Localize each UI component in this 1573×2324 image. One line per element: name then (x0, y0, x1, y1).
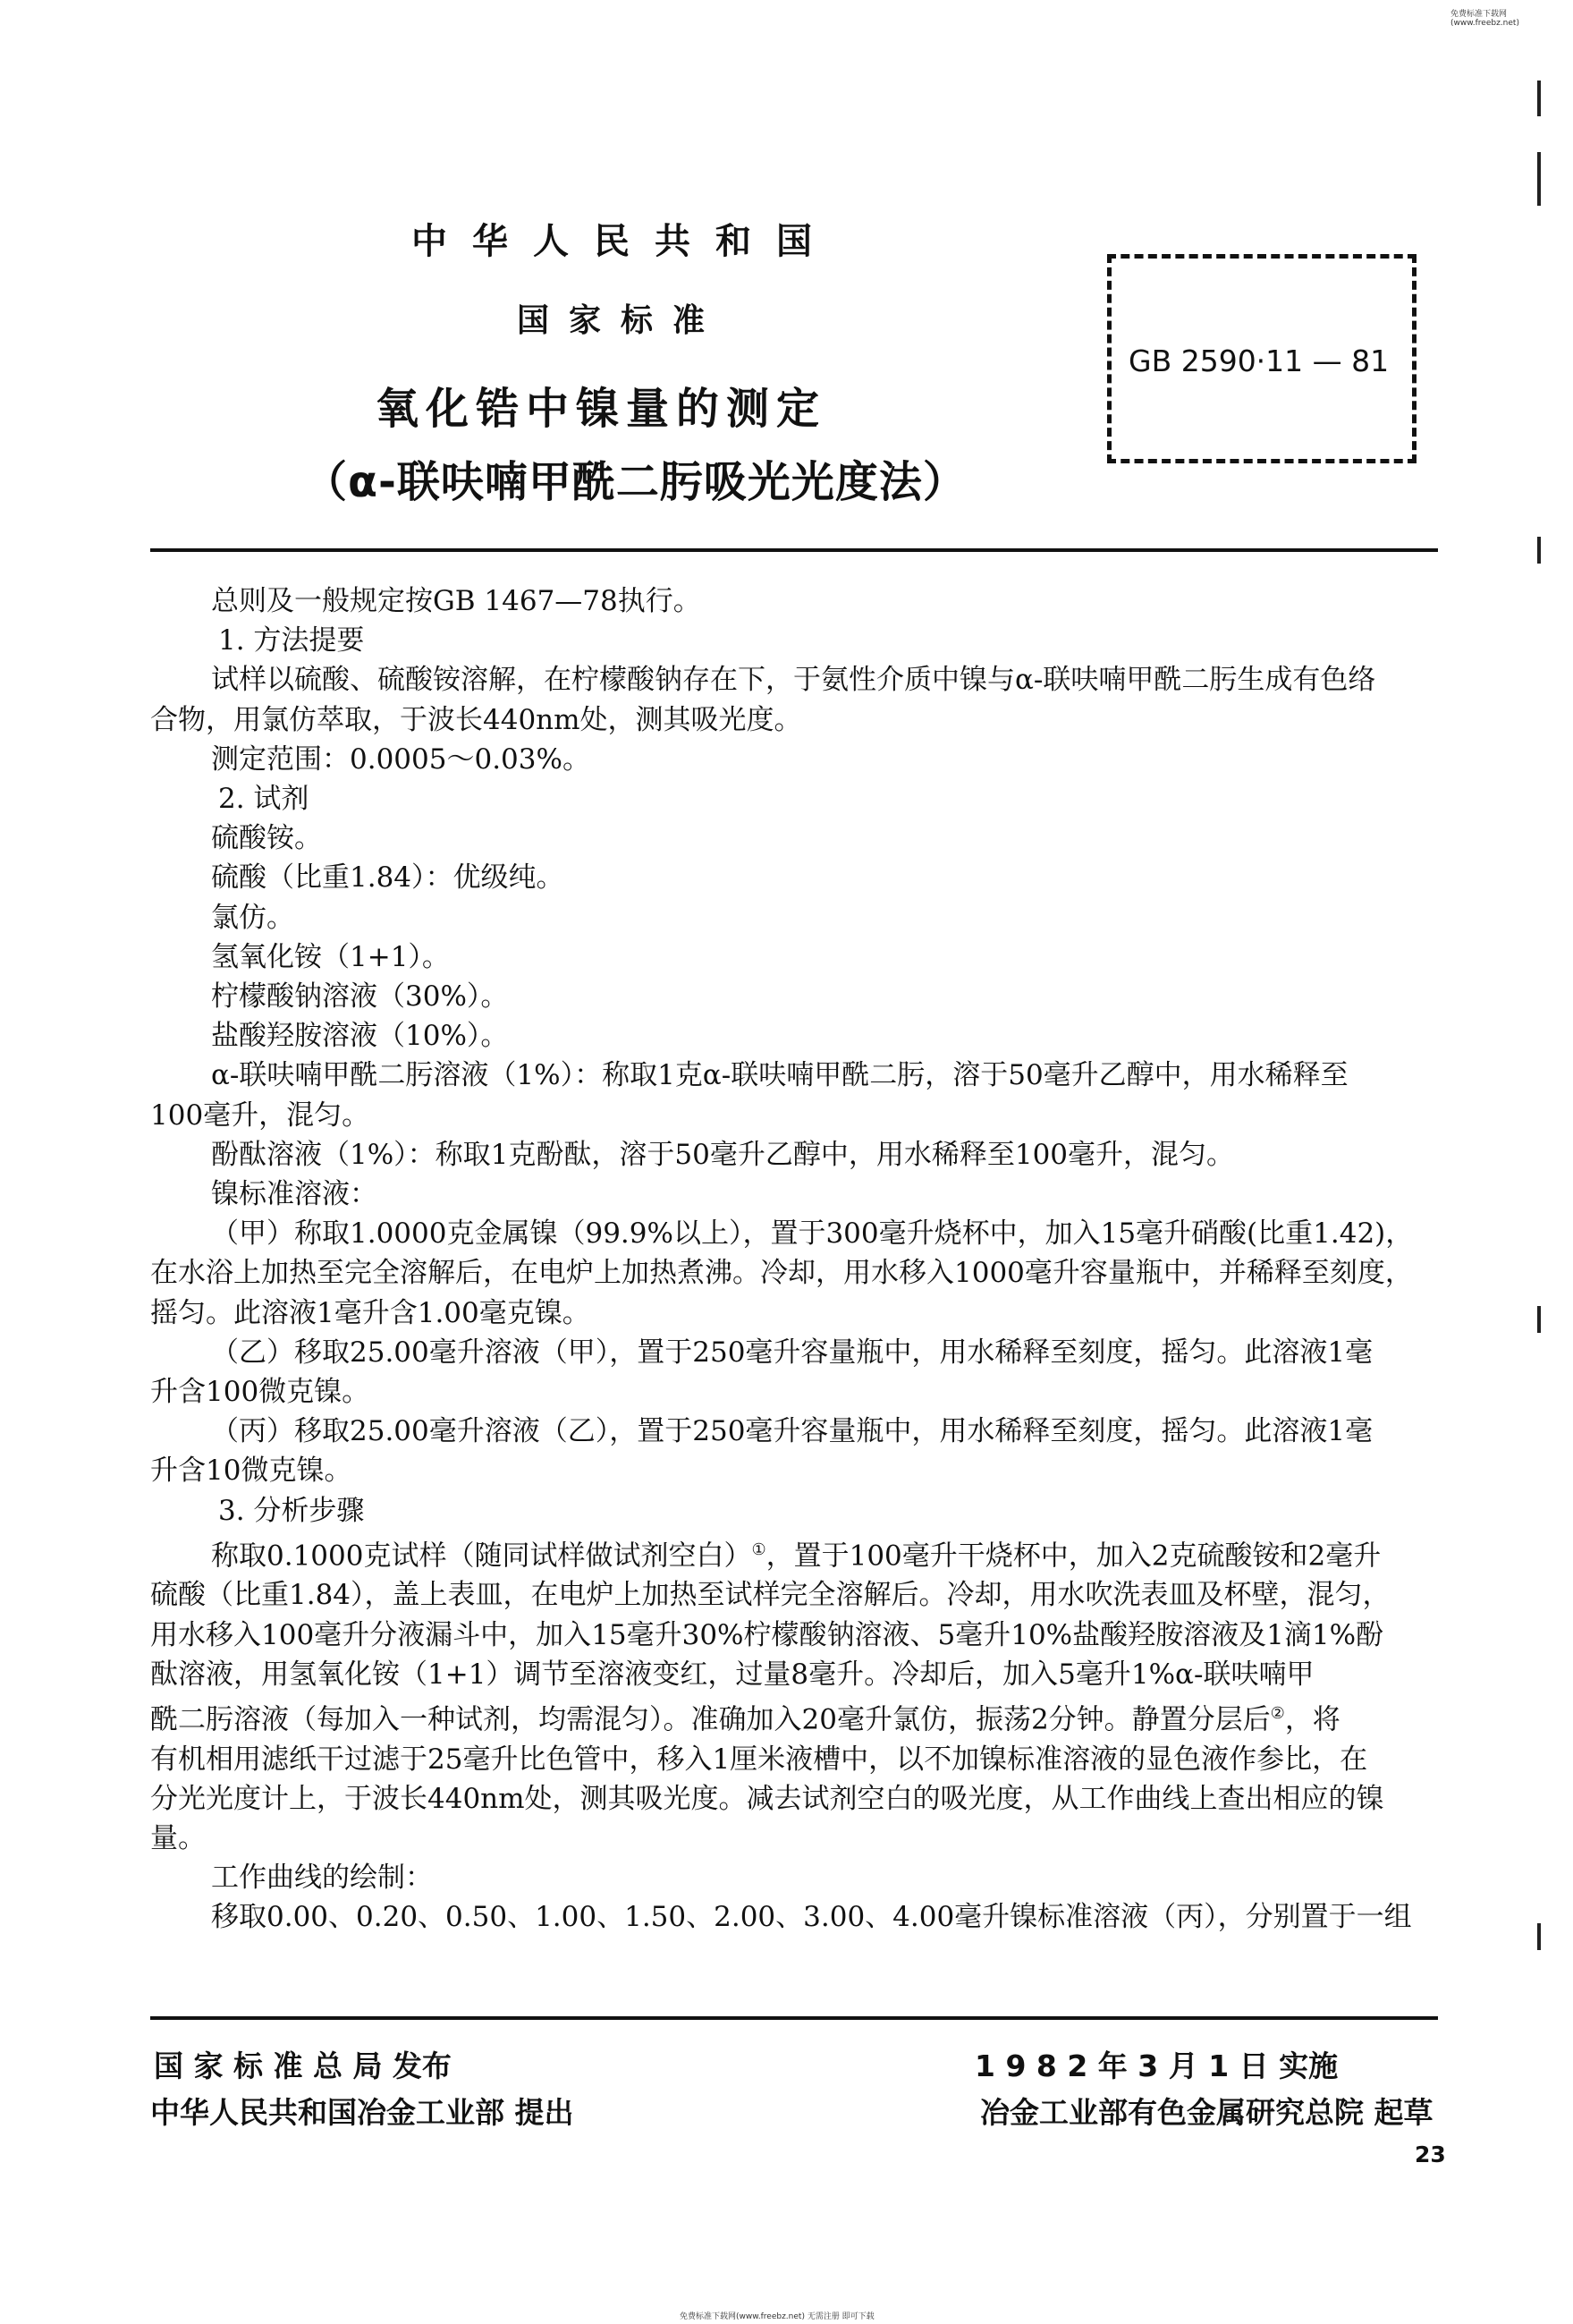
paragraph-line: 试样以硫酸、硫酸铵溶解，在柠檬酸钠存在下，于氨性介质中镍与α-联呋喃甲酰二肟生成有色络 (211, 664, 1376, 697)
paragraph-line (150, 1531, 1438, 1576)
watermark-bottom: 免费标准下载网(www.freebz.net) 无需注册 即可下载 (680, 2312, 875, 2321)
reagent-item: 镍标准溶液： (211, 1178, 377, 1211)
document-title: 氧化锆中镍量的测定 (376, 384, 827, 434)
footnote-marker: ② (1270, 1704, 1285, 1724)
paragraph-line: 硫酸（比重1.84），盖上表皿，在电炉上加热至试样完全溶解后。冷却，用水吹洗表皿及杯壁，混匀， (150, 1579, 1391, 1612)
implementation-date: 1 9 8 2 年 3 月 1 日 实施 (975, 2048, 1339, 2083)
reagent-item: 硫酸铵。 (211, 822, 322, 855)
drafter: 冶金工业部有色金属研究总院 起草 (980, 2095, 1433, 2130)
paragraph-line: 合物，用氯仿萃取，于波长440nm处，测其吸光度。 (150, 703, 802, 736)
text-span: 酰二肟溶液（每加入一种试剂，均需混匀）。准确加入20毫升氯仿，振荡2分钟。静置分层后 (150, 1703, 1271, 1736)
paragraph-line: （丙）移取25.00毫升溶液（乙），置于250毫升容量瓶中，用水稀释至刻度，摇匀。此溶液1毫 (211, 1415, 1374, 1448)
reagent-item: α-联呋喃甲酰二肟溶液（1%）：称取1克α-联呋喃甲酰二肟，溶于50毫升乙醇中，用水稀释至 (211, 1059, 1349, 1092)
paragraph-line (150, 1694, 1438, 1740)
scan-mark (1537, 152, 1541, 206)
scan-mark (1537, 1306, 1541, 1333)
watermark-top: 免费标准下载网(www.freebz.net) (1450, 10, 1519, 28)
reagent-item: 氯仿。 (211, 901, 294, 934)
paragraph-line: 移取0.00、0.20、0.50、1.00、1.50、2.00、3.00、4.00毫升镍标准溶液（丙），分别置于一组 (211, 1901, 1412, 1934)
header-divider (150, 548, 1438, 552)
country-name: 中华人民共和国 (411, 221, 837, 262)
paragraph-line: 测定范围：0.0005～0.03%。 (211, 742, 590, 776)
reagent-item: 盐酸羟胺溶液（10%）。 (211, 1020, 509, 1053)
document-body (150, 581, 1438, 1938)
general-rule: 总则及一般规定按GB 1467—78执行。 (211, 585, 701, 617)
standard-code: GB 2590·11 — 81 (1129, 344, 1390, 378)
reagent-item: 硫酸（比重1.84）：优级纯。 (211, 861, 564, 895)
text-span: ，置于100毫升干烧杯中，加入2克硫酸铵和2毫升 (765, 1539, 1382, 1573)
scan-mark (1537, 537, 1541, 564)
section-heading-3: 3. 分析步骤 (218, 1494, 365, 1527)
scan-mark (1537, 81, 1541, 116)
paragraph-line: 用水移入100毫升分液漏斗中，加入15毫升30%柠檬酸钠溶液、5毫升10%盐酸羟胺溶液及1滴1%酚 (150, 1618, 1384, 1651)
section-heading-1: 1. 方法提要 (218, 624, 365, 657)
footer-divider (150, 2016, 1438, 2020)
paragraph-line: 升含10微克镍。 (150, 1455, 352, 1488)
page-number: 23 (1415, 2142, 1446, 2167)
text-span: 称取0.1000克试样（随同试样做试剂空白） (211, 1539, 752, 1573)
scan-mark (1537, 1923, 1541, 1950)
paragraph-line: 有机相用滤纸干过滤于25毫升比色管中，移入1厘米液槽中，以不加镍标准溶液的显色液作参比，在 (150, 1743, 1368, 1776)
paragraph-line: 摇匀。此溶液1毫升含1.00毫克镍。 (150, 1296, 590, 1329)
section-heading-2: 2. 试剂 (218, 783, 309, 816)
reagent-item: 100毫升，混匀。 (150, 1098, 370, 1132)
paragraph-line: 量。 (150, 1821, 206, 1854)
publisher: 国 家 标 准 总 局 发布 (154, 2048, 452, 2083)
footnote-marker: ① (751, 1539, 766, 1559)
paragraph-line: 升含100微克镍。 (150, 1376, 370, 1409)
text-span: ，将 (1284, 1703, 1340, 1736)
paragraph-line: （甲）称取1.0000克金属镍（99.9%以上），置于300毫升烧杯中，加入15毫升硝酸(比重1.42)， (211, 1217, 1414, 1251)
document-subtitle: （α-联呋喃甲酰二肟吸光光度法） (304, 457, 967, 507)
paragraph-line: 酞溶液，用氢氧化铵（1+1）调节至溶液变红，过量8毫升。冷却后，加入5毫升1%α-联呋喃甲 (150, 1658, 1315, 1691)
paragraph-line: 在水浴上加热至完全溶解后，在电炉上加热煮沸。冷却，用水移入1000毫升容量瓶中，并稀释至刻度， (150, 1257, 1413, 1290)
standard-type: 国家标准 (517, 302, 725, 339)
paragraph-line: 分光光度计上，于波长440nm处，测其吸光度。减去试剂空白的吸光度，从工作曲线上查出相应的镍 (150, 1782, 1384, 1815)
reagent-item: 氢氧化铵（1+1）。 (211, 940, 450, 973)
proposer: 中华人民共和国冶金工业部 提出 (150, 2095, 574, 2130)
reagent-item: 柠檬酸钠溶液（30%）。 (211, 980, 509, 1014)
paragraph-line: 工作曲线的绘制： (211, 1862, 433, 1895)
paragraph-line: （乙）移取25.00毫升溶液（甲），置于250毫升容量瓶中，用水稀释至刻度，摇匀。此溶液1毫 (211, 1336, 1374, 1369)
reagent-item: 酚酞溶液（1%）：称取1克酚酞，溶于50毫升乙醇中，用水稀释至100毫升，混匀。 (211, 1138, 1235, 1171)
